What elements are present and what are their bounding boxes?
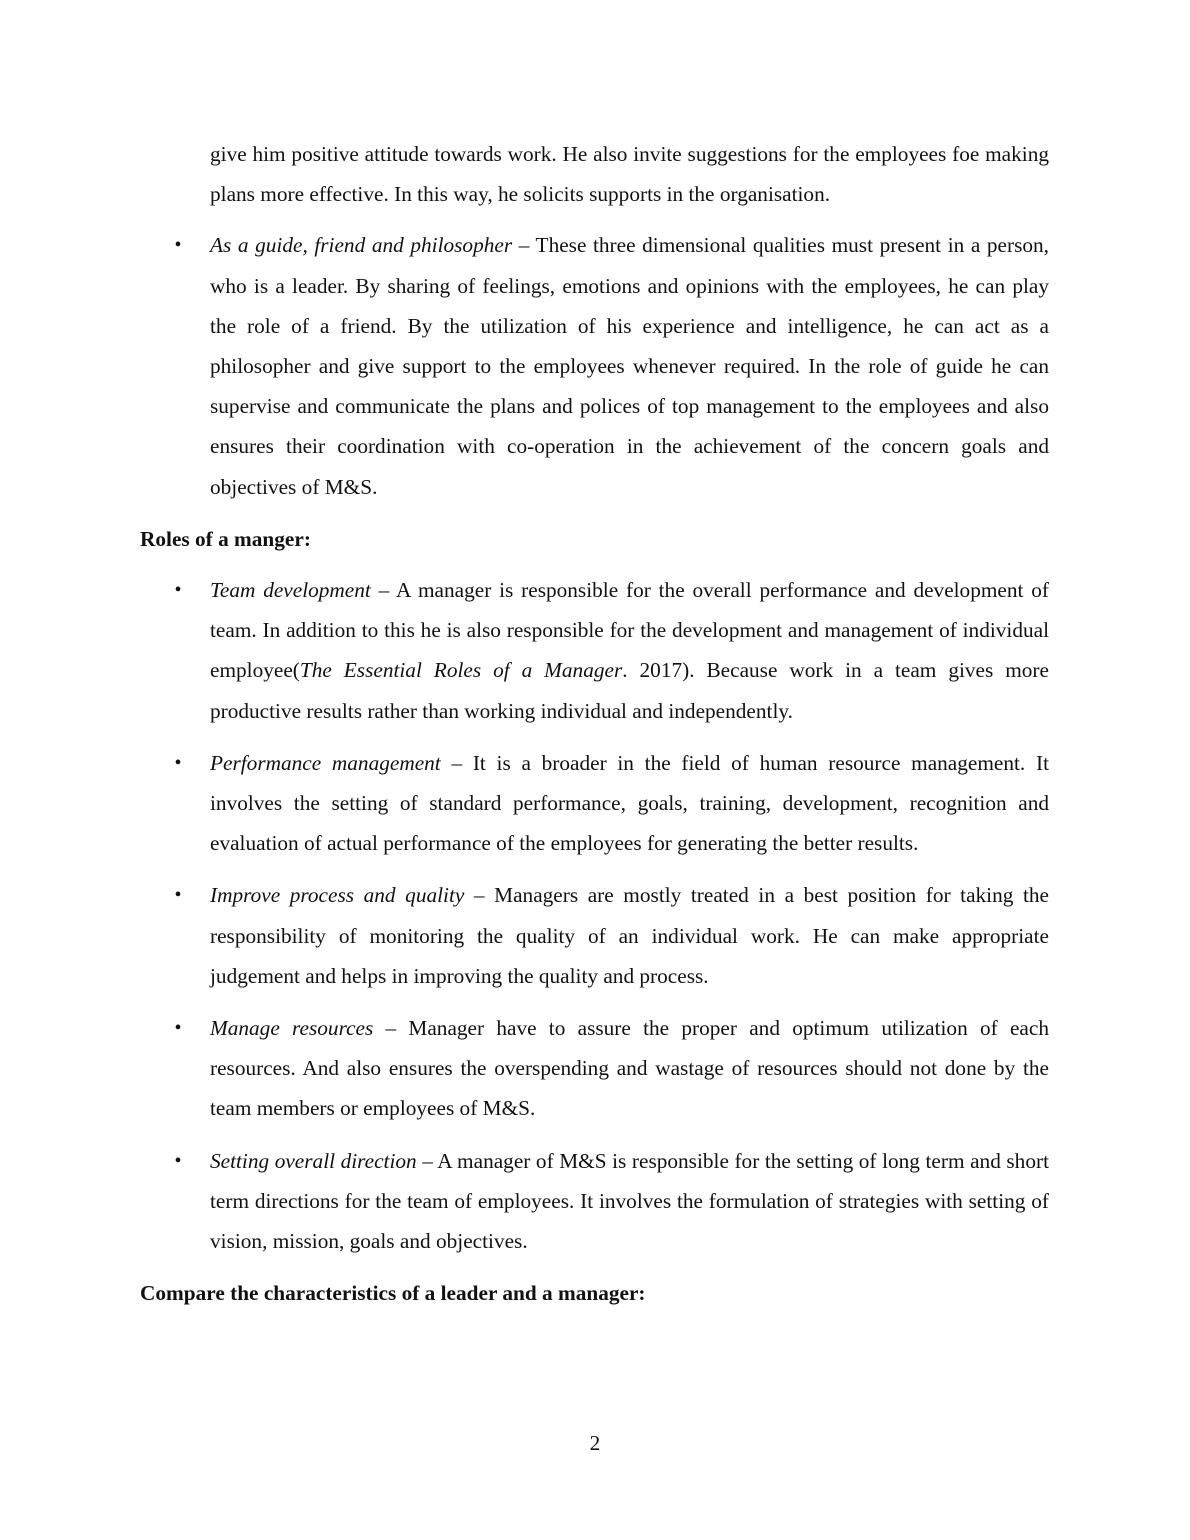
bullet-text: – A manager is responsible for the overall performance and development of team. In addition to this he is also responsible for the development and management of individual employee( bbox=[210, 578, 1050, 683]
bullet-item-improve-process-quality bbox=[174, 875, 1050, 996]
bullet-text-after: . 2017). Because work in a team gives more productive results rather than working individual and independently. bbox=[210, 658, 1049, 723]
intro-paragraph: give him positive attitude towards work. He also invite suggestions for the employees foe making plans more effective. In this way, he solicits supports in the organisation. bbox=[210, 142, 1049, 207]
bullet-icon: • bbox=[174, 579, 182, 602]
bullet-title: Performance management bbox=[210, 750, 441, 775]
bullet-icon: • bbox=[174, 751, 182, 774]
bullet-icon: • bbox=[174, 234, 182, 257]
compare-heading: Compare the characteristics of a leader and a manager: bbox=[140, 1281, 646, 1306]
bullet-title: As a guide, friend and philosopher bbox=[210, 233, 513, 258]
bullet-item-performance-management bbox=[174, 743, 1049, 864]
bullet-item-manage-resources bbox=[174, 1008, 1049, 1129]
bullet-item-team-development bbox=[174, 570, 1050, 731]
bullet-text: – A manager of M&S is responsible for the setting of long term and short term directions for the team of employees. It involves the formulation of strategies with setting of vision, mission, goals and objectives. bbox=[210, 1148, 1049, 1254]
bullet-icon: • bbox=[174, 1017, 182, 1040]
bullet-text: – Managers are mostly treated in a best position for taking the responsibility of monitoring the quality of an individual work. He can make appropriate judgement and helps in improving the quality and process. bbox=[210, 883, 1050, 988]
bullet-item-guide-friend-philosopher bbox=[174, 225, 1049, 506]
bullet-text: – Manager have to assure the proper and optimum utilization of each resources. And also ensures the overspending and wastage of resources should not done by the team members or employees of M&S. bbox=[210, 1016, 1049, 1121]
bullet-text: – It is a broader in the field of human resource management. It involves the setting of standard performance, goals, training, development, recognition and evaluation of actual performance of the employees for generating the better results. bbox=[210, 750, 1049, 856]
bullet-title: Manage resources bbox=[210, 1016, 374, 1041]
bullet-title: Setting overall direction bbox=[210, 1148, 417, 1173]
bullet-text: – These three dimensional qualities must present in a person, who is a leader. By sharing of feelings, emotions and opinions with the employees, he can play the role of a friend. By the utilization of his experience and intelligence, he can act as a philosopher and give support to the employees whenever required. In the role of guide he can supervise and communicate the plans and polices of top management to the employees and also ensures their coordination with co-operation in the achievement of the concern goals and objectives of M&S. bbox=[210, 233, 1049, 499]
bullet-icon: • bbox=[174, 884, 182, 907]
bullet-icon: • bbox=[174, 1149, 182, 1172]
citation-title: The Essential Roles of a Manager bbox=[299, 658, 623, 683]
bullet-title: Improve process and quality bbox=[210, 883, 465, 908]
bullet-item-setting-overall-direction bbox=[174, 1141, 1049, 1262]
roles-heading: Roles of a manger: bbox=[140, 526, 311, 551]
bullet-title: Team development bbox=[210, 578, 371, 603]
page-number: 2 bbox=[589, 1431, 601, 1455]
page-content bbox=[140, 134, 1049, 1324]
